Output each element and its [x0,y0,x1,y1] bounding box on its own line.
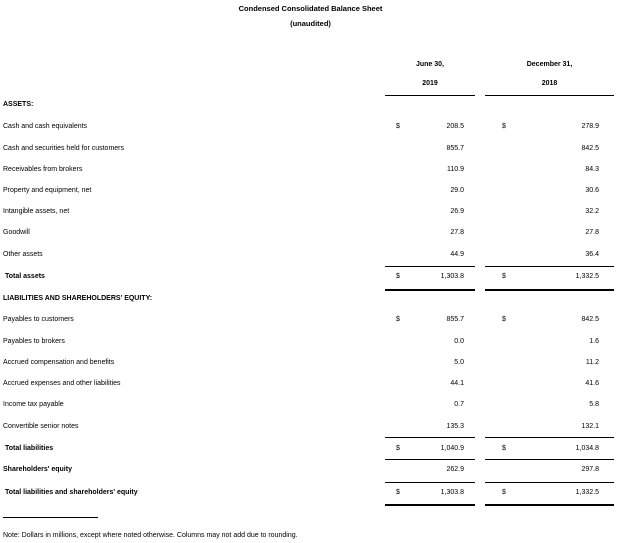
row-label: Accrued expenses and other liabilities [3,380,121,387]
value-dec-2018: 1.6 [589,338,599,345]
total-rule-col2 [485,482,614,483]
col1-header-rule [385,95,475,96]
col1-header-line2: 2019 [422,80,438,87]
currency-symbol-col1: $ [396,123,400,130]
total-rule-col2 [485,504,614,506]
value-june-2019: 1,040.9 [440,445,464,452]
value-dec-2018: 11.2 [585,359,599,366]
value-june-2019: 0.7 [454,401,464,408]
value-june-2019: 27.8 [450,229,464,236]
value-june-2019: 208.5 [446,123,464,130]
value-dec-2018: 36.4 [585,251,599,258]
value-dec-2018: 41.6 [585,380,599,387]
total-rule-col1 [385,437,475,438]
total-rule-col2 [485,289,614,291]
row-label: Cash and cash equivalents [3,123,88,130]
value-dec-2018: 27.8 [585,229,599,236]
value-june-2019: 1,303.8 [440,489,464,496]
value-dec-2018: 1,332.5 [575,489,599,496]
currency-symbol-col2: $ [502,123,506,130]
total-rule-col2 [485,459,614,460]
section-heading: ASSETS: [3,101,34,108]
currency-symbol-col1: $ [396,445,400,452]
row-label: Accrued compensation and benefits [3,359,115,366]
row-label: Shareholders' equity [3,466,72,473]
row-label: Goodwill [3,229,30,236]
currency-symbol-col2: $ [502,273,506,280]
currency-symbol-col1: $ [396,316,400,323]
page-subtitle: (unaudited) [290,19,331,28]
row-label: Income tax payable [3,401,64,408]
row-label: Total liabilities and shareholders' equity [5,489,138,496]
total-rule-col1 [385,289,475,291]
total-rule-col2 [485,437,614,438]
col2-header-line2: 2018 [541,80,558,87]
row-label: Intangible assets, net [3,208,70,215]
value-june-2019: 44.9 [450,251,464,258]
row-label: Total liabilities [5,445,54,452]
total-rule-col2 [485,266,614,267]
value-dec-2018: 842.5 [581,316,599,323]
value-dec-2018: 1,034.8 [575,445,599,452]
total-rule-col1 [385,504,475,506]
value-june-2019: 26.9 [450,208,464,215]
value-dec-2018: 842.5 [581,145,599,152]
value-june-2019: 5.0 [454,359,464,366]
currency-symbol-col1: $ [396,489,400,496]
value-dec-2018: 30.6 [585,187,599,194]
total-rule-col1 [385,459,475,460]
value-dec-2018: 278.9 [581,123,599,130]
value-june-2019: 135.3 [446,423,464,430]
currency-symbol-col2: $ [502,489,506,496]
value-june-2019: 110.9 [447,166,464,173]
value-dec-2018: 1,332.5 [575,273,599,280]
value-june-2019: 44.1 [450,380,464,387]
currency-symbol-col2: $ [502,316,506,323]
value-june-2019: 262.9 [446,466,464,473]
section-heading: LIABILITIES AND SHAREHOLDERS' EQUITY: [3,295,153,302]
value-june-2019: 855.7 [446,316,464,323]
col2-header-line1: December 31, [526,61,573,68]
value-june-2019: 855.7 [446,145,464,152]
row-label: Other assets [3,251,43,258]
value-june-2019: 0.0 [454,338,464,345]
footnote: Note: Dollars in millions, except where noted otherwise. Columns may not add due to rounding. [3,532,298,539]
row-label: Receivables from brokers [3,166,83,173]
row-label: Total assets [5,273,45,280]
total-rule-col1 [385,482,475,483]
total-rule-col1 [385,266,475,267]
value-dec-2018: 5.8 [589,401,599,408]
value-june-2019: 29.0 [450,187,464,194]
row-label: Convertible senior notes [3,423,79,430]
row-label: Payables to brokers [3,338,65,345]
value-dec-2018: 297.8 [581,466,599,473]
value-dec-2018: 132.1 [581,423,599,430]
currency-symbol-col1: $ [396,273,400,280]
value-june-2019: 1,303.8 [440,273,464,280]
col1-header-line1: June 30, [415,61,444,68]
footnote-separator [3,517,98,518]
page-title: Condensed Consolidated Balance Sheet [238,4,383,13]
currency-symbol-col2: $ [502,445,506,452]
value-dec-2018: 32.2 [585,208,599,215]
row-label: Property and equipment, net [3,187,92,194]
value-dec-2018: 84.3 [585,166,599,173]
col2-header-rule [485,95,614,96]
row-label: Cash and securities held for customers [3,145,124,152]
row-label: Payables to customers [3,316,74,323]
